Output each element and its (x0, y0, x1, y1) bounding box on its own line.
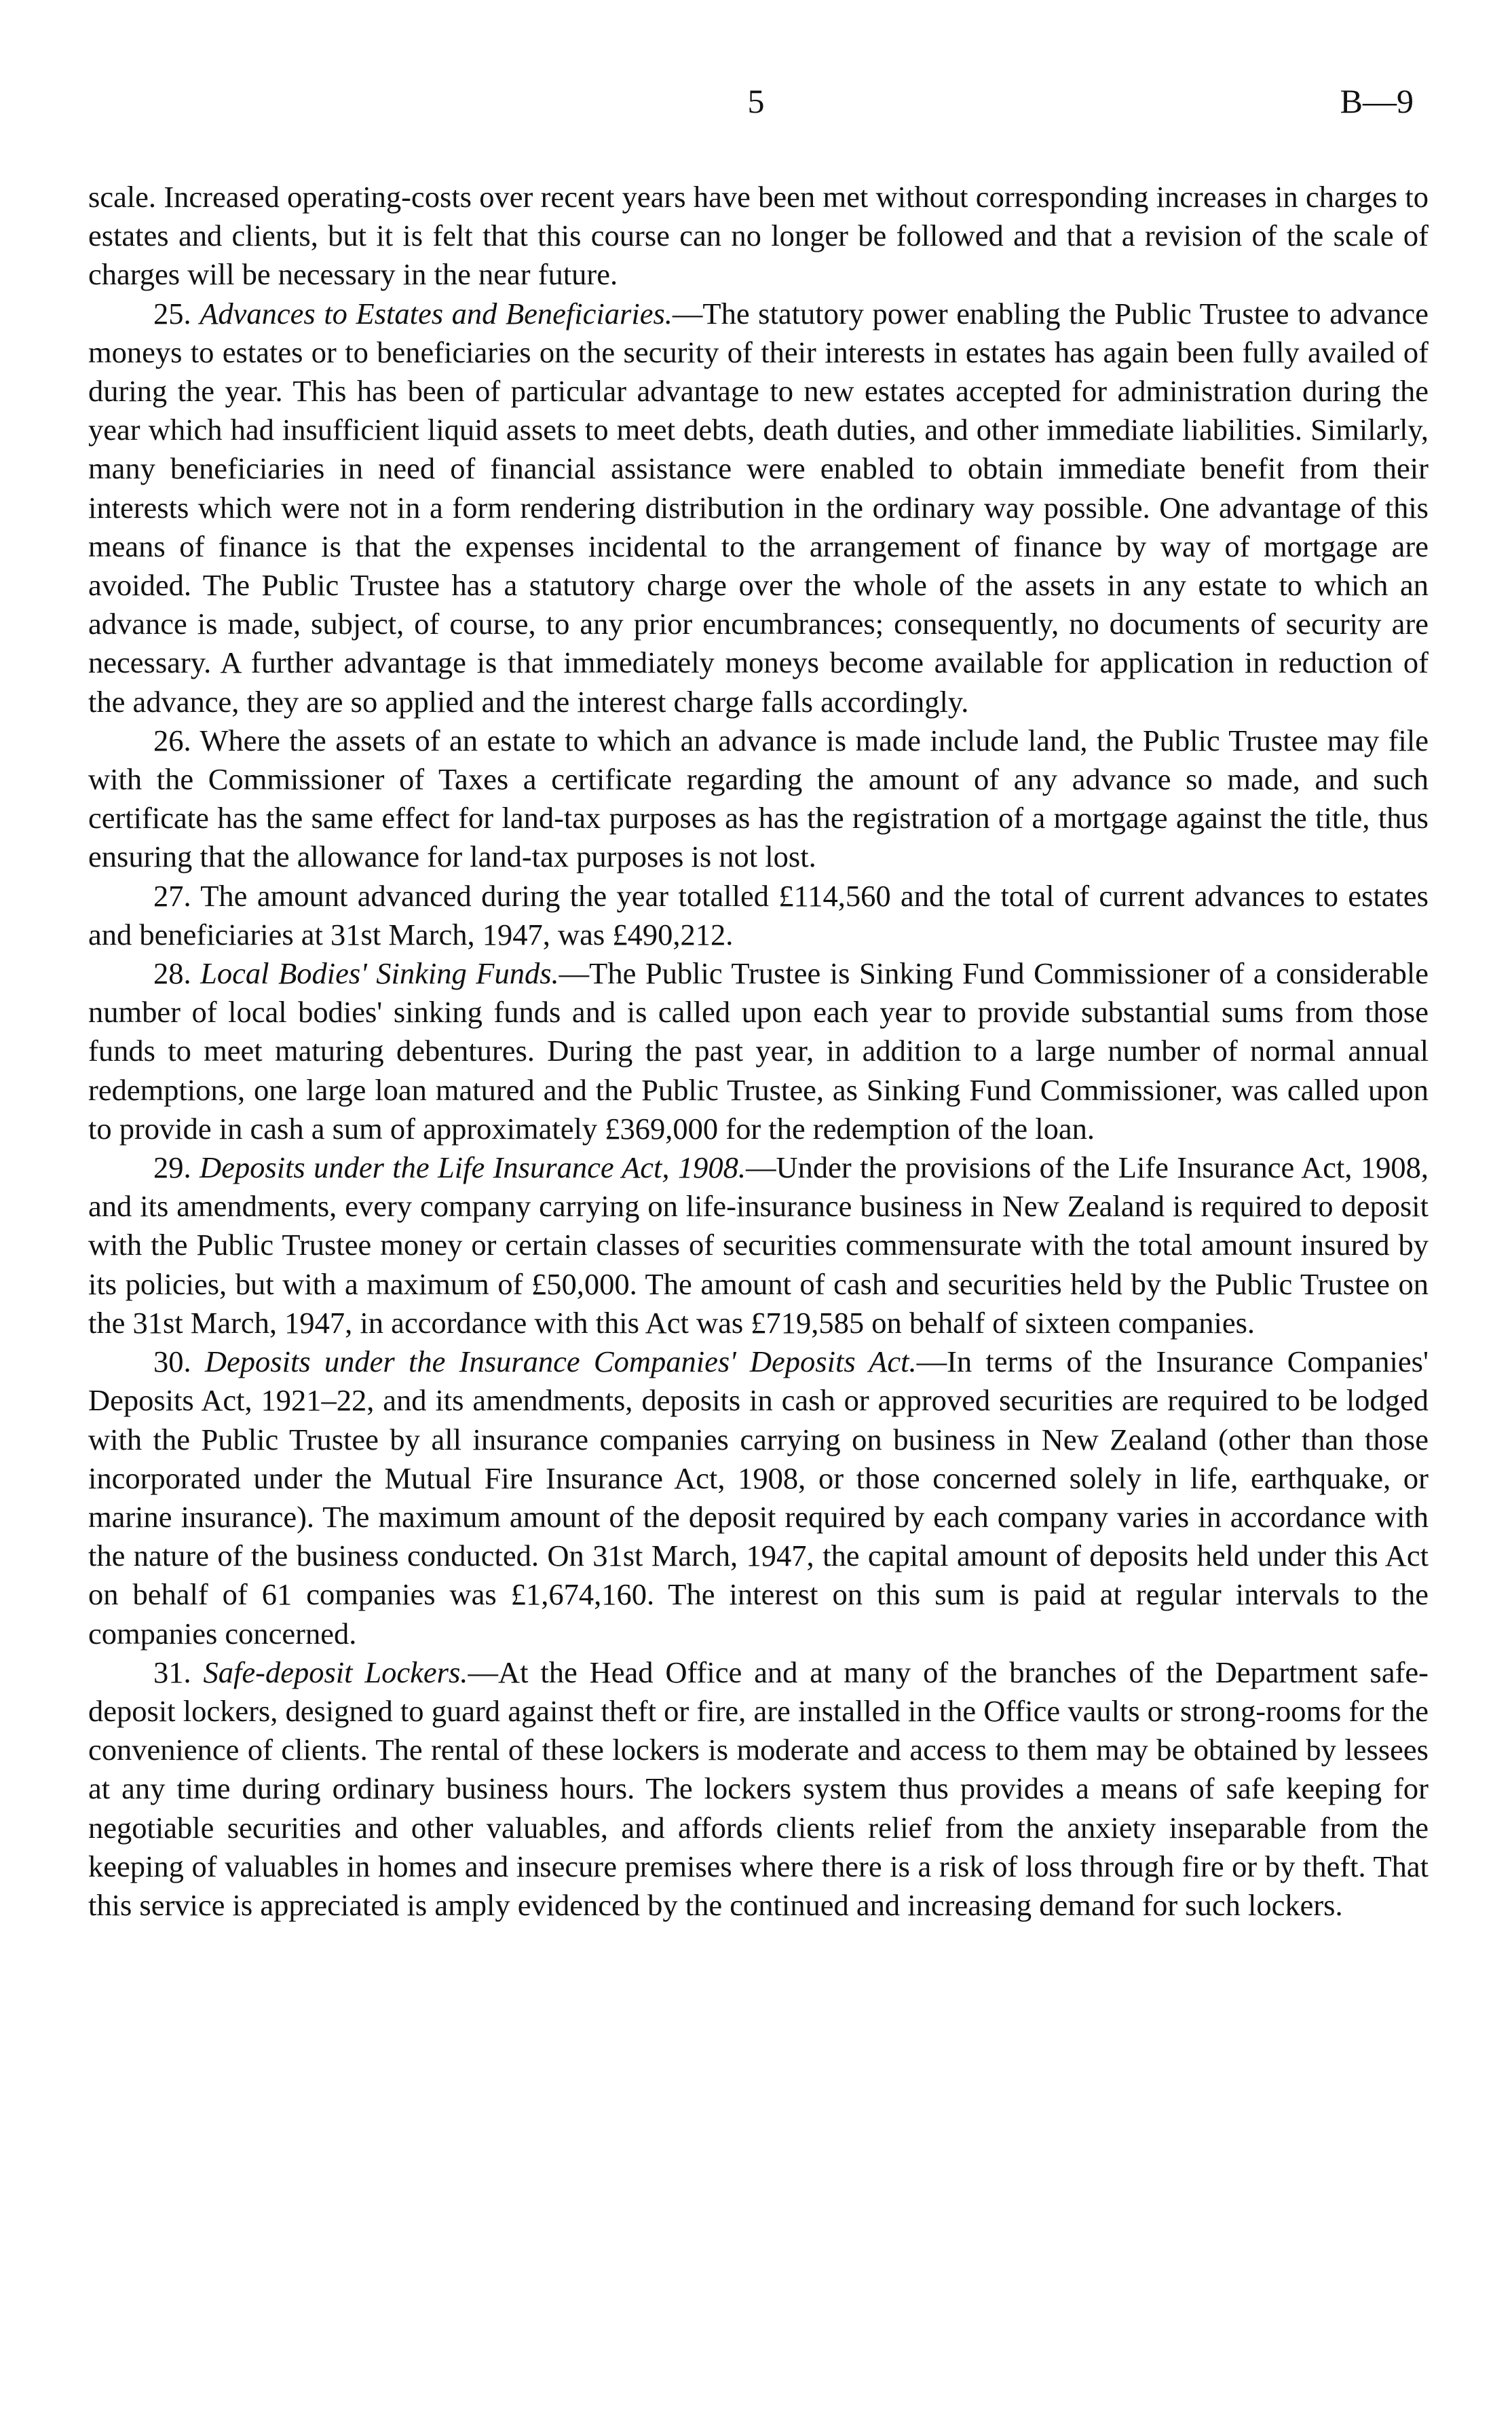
paragraph-text: Where the assets of an estate to which an advance is made include land, the Public Trustee may file with the Commissioner of Taxes a certificate regarding the amount of any advance so made, and such certificate has the same effect for land-tax purposes as has the registration of a mortgage against the title, thus ensuring that the allowance for land-tax purposes is not lost. (88, 723, 1429, 874)
paragraph-27 (88, 877, 1429, 954)
paragraph-text: The amount advanced during the year totalled £114,560 and the total of current advances to estates and beneficiaries at 31st March, 1947, was £490,212. (88, 878, 1429, 952)
paragraph-31 (88, 1653, 1429, 1925)
paragraph-text: —At the Head Office and at many of the branches of the Department safe-deposit lockers, designed to guard against theft or fire, are installed in the Office vaults or strong-rooms for the convenience of clients. The rental of these lockers is moderate and access to them may be obtained by lessees at any time during ordinary business hours. The lockers system thus provides a means of safe keeping for negotiable securities and other valuables, and affords clients relief from the anxiety inseparable from the keeping of valuables in homes and insecure premises where there is a risk of loss through fire or by theft. That this service is appreciated is amply evidenced by the continued and increasing demand for such lockers. (88, 1655, 1429, 1922)
paragraph-number: 30. (153, 1344, 191, 1379)
paragraph-30 (88, 1342, 1429, 1653)
paragraph-continuation (88, 178, 1429, 295)
page-header (88, 81, 1424, 136)
paragraph-text: —The statutory power enabling the Public Trustee to advance moneys to estates or to beneficiaries on the security of their interests in estates has again been fully availed of during the year. This has been of particular advantage to new estates accepted for administration during the year which had insufficient liquid assets to meet debts, death duties, and other immediate liabilities. Similarly, many beneficiaries in need of financial assistance were enabled to obtain immediate benefit from their interests which were not in a form rendering distribution in the ordinary way possible. One advantage of this means of finance is that the expenses incidental to the arrangement of finance by way of mortgage are avoided. The Public Trustee has a statutory charge over the whole of the assets in any estate to which an advance is made, subject, of course, to any prior encumbrances; consequently, no documents of security are necessary. A further advantage is that immediately moneys become available for application in reduction of the advance, they are so applied and the interest charge falls accordingly. (88, 296, 1429, 719)
paragraph-number: 26. (153, 723, 191, 757)
paragraph-number: 27. (153, 878, 191, 913)
paragraph-heading: Deposits under the Insurance Companies' Deposits Act. (204, 1344, 917, 1379)
paragraph-number: 25. (153, 296, 191, 331)
paragraph-heading: Safe-deposit Lockers. (203, 1655, 468, 1689)
document-reference: B—9 (1340, 82, 1414, 120)
page-number: 5 (747, 82, 765, 120)
paragraph-number: 31. (153, 1655, 191, 1689)
paragraph-text: —In terms of the Insurance Companies' Deposits Act, 1921–22, and its amendments, deposits in cash or approved securities are required to be lodged with the Public Trustee by all insurance companies carrying on business in New Zealand (other than those incorporated under the Mutual Fire Insurance Act, 1908, or those concerned solely in life, earthquake, or marine insurance). The maximum amount of the deposit required by each company varies in accordance with the nature of the business conducted. On 31st March, 1947, the capital amount of deposits held under this Act on behalf of 61 companies was £1,674,160. The interest on this sum is paid at regular intervals to the companies concerned. (88, 1344, 1429, 1651)
paragraph-text: —The Public Trustee is Sinking Fund Commissioner of a considerable number of local bodies' sinking funds and is called upon each year to provide substantial sums from those funds to meet maturing debentures. During the past year, in addition to a large number of normal annual redemptions, one large loan matured and the Public Trustee, as Sinking Fund Commissioner, was called upon to provide in cash a sum of approximately £369,000 for the redemption of the loan. (88, 956, 1429, 1146)
paragraph-26 (88, 721, 1429, 877)
paragraph-28 (88, 954, 1429, 1148)
paragraph-number: 29. (153, 1150, 191, 1185)
paragraph-29 (88, 1148, 1429, 1342)
paragraph-number: 28. (153, 956, 191, 991)
paragraph-heading: Deposits under the Life Insurance Act, 1908. (200, 1150, 746, 1185)
paragraph-heading: Local Bodies' Sinking Funds. (200, 956, 559, 991)
paragraph-text: scale. Increased operating-costs over recent years have been met without corresponding increases in charges to estates and clients, but it is felt that this course can no longer be followed and that a revision of the scale of charges will be necessary in the near future. (88, 180, 1429, 292)
paragraph-text: —Under the provisions of the Life Insurance Act, 1908, and its amendments, every company carrying on life-insurance business in New Zealand is required to deposit with the Public Trustee money or certain classes of securities commensurate with the total amount insured by its policies, but with a maximum of £50,000. The amount of cash and securities held by the Public Trustee on the 31st March, 1947, in accordance with this Act was £719,585 on behalf of sixteen companies. (88, 1150, 1429, 1340)
paragraph-heading: Advances to Estates and Beneficiaries. (200, 296, 673, 331)
paragraph-25 (88, 295, 1429, 721)
document-body (88, 178, 1429, 1925)
